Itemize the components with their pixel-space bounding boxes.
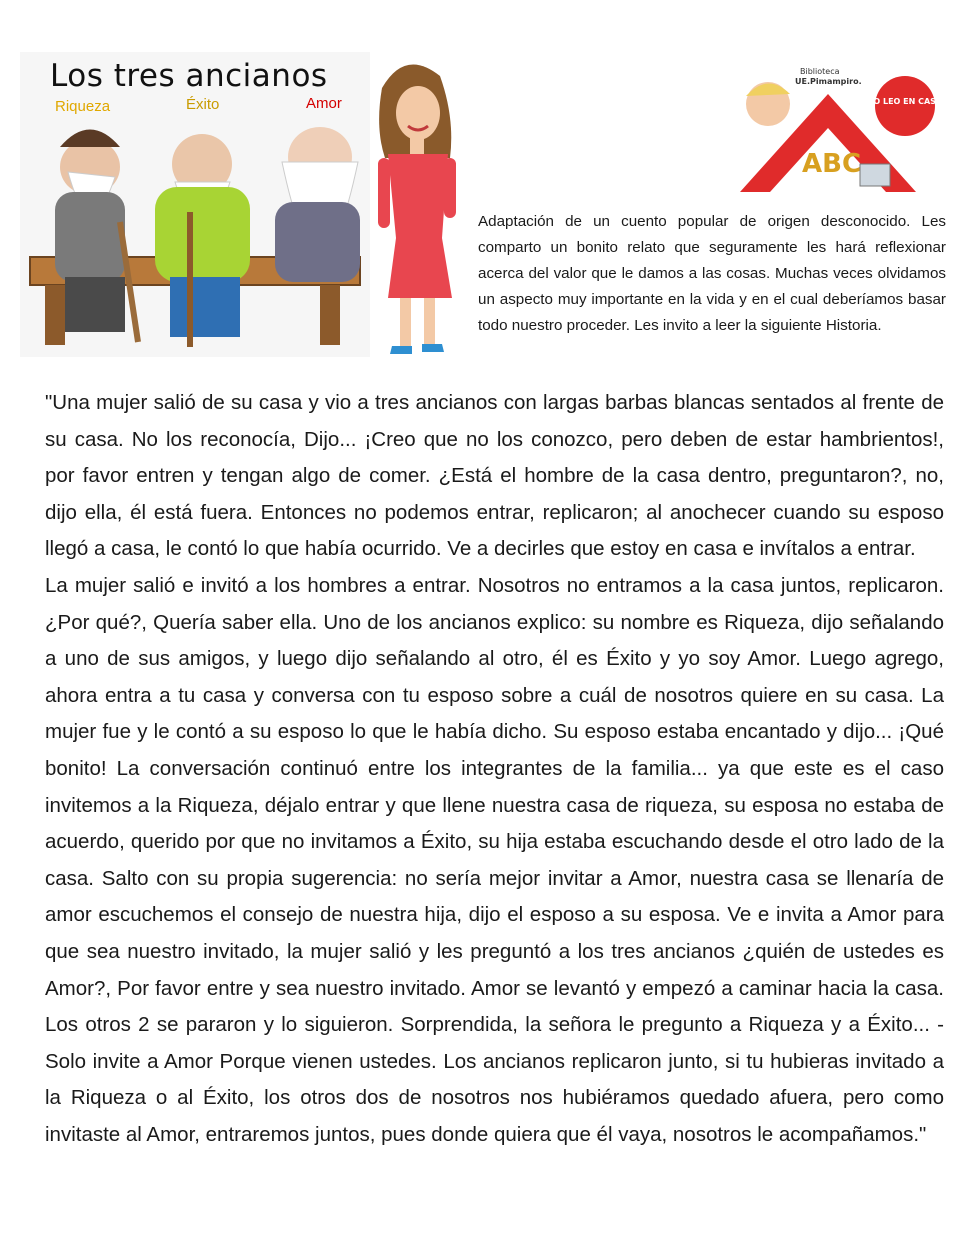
label-riqueza: Riqueza xyxy=(55,98,111,115)
logo-letters: ABC xyxy=(802,149,862,179)
label-amor: Amor xyxy=(306,95,342,112)
logo-drawing xyxy=(710,64,946,192)
logo-text-line1: Biblioteca xyxy=(800,67,840,76)
intro-paragraph: Adaptación de un cuento popular de origen desconocido. Les comparto un bonito relato que seguramente les hará reflexionar acerca del valor que le damos a las cosas. Muchas veces olvidamos un aspecto muy importante en la vida y en el cual deberíamos basar todo nuestro proceder. Les invito a leer la siguiente Historia. xyxy=(478,213,946,334)
story-paragraph-1: "Una mujer salió de su casa y vio a tres ancianos con largas barbas blancas sentados al frente de su casa. No los reconocía, Dijo... ¡Creo que no los conozco, pero deben de estar hambrientos!, por favor entren y tengan algo de comer. ¿Está el hombre de la casa dentro, preguntaron?, no, dijo ella, él está fuera. Entonces no podemos entrar, replicaron; al anochecer cuando su esposo llegó a casa, le contó lo que había ocurrido. Ve a decirles que estoy en casa e invítalos a entrar. xyxy=(45,391,944,561)
library-logo xyxy=(710,64,946,192)
story-paragraph-2: La mujer salió e invitó a los hombres a entrar. Nosotros no entramos a la casa juntos, replicaron. ¿Por qué?, Quería saber ella. Uno de los ancianos explico: su nombre es Riqueza, dijo señalando a uno de sus amigos, y luego dijo señalando al otro, él es Éxito y yo soy Amor. Luego agrego, ahora entra a tu casa y conversa con tu esposo sobre a cuál de nosotros quiere en su casa. La mujer fue y le contó a su esposo lo que le había dicho. Su esposo estaba encantado y dijo... ¡Qué bonito! La conversación continuó entre los integrantes de la familia... ya que este es el caso invitemos a la Riqueza, déjalo entrar y que llene nuestra casa de riqueza, su esposa no estaba de acuerdo, querido por que no invitamos a Éxito, su hija estaba escuchando desde el otro lado de la casa. Salto con su propia sugerencia: no sería mejor invitar a Amor, nuestra casa se llenaría de amor escuchemos el consejo de nuestra hija, dijo el esposo a su esposa. Ve e invita a Amor para que sea nuestro invitado, la mujer salió y les preguntó a los tres ancianos ¿quién de ustedes es Amor?, Por favor entre y sea nuestro invitado. Amor se levantó y empezó a caminar hacia la casa. Los otros 2 se pararon y lo siguieron. Sorprendida, la señora le pregunto a Riqueza y a Éxito... -Solo invite a Amor Porque vienen ustedes. Los ancianos replicaron junto, si tu hubieras invitado a la Riqueza o al Éxito, los otros dos de nosotros nos hubiéramos quedado afuera, pero como invitaste al Amor, entraremos juntos, pues donde quiera que él vaya, nosotros le acompañamos." xyxy=(45,573,944,1146)
woman-illustration xyxy=(360,48,470,360)
page-title: Los tres ancianos xyxy=(50,58,328,94)
logo-badge: YO LEO EN CASA xyxy=(867,97,943,106)
logo-text-line2: UE.Pimampiro. xyxy=(795,77,862,86)
story-body xyxy=(45,385,944,1153)
woman-drawing xyxy=(360,48,470,360)
label-exito: Éxito xyxy=(186,96,220,113)
